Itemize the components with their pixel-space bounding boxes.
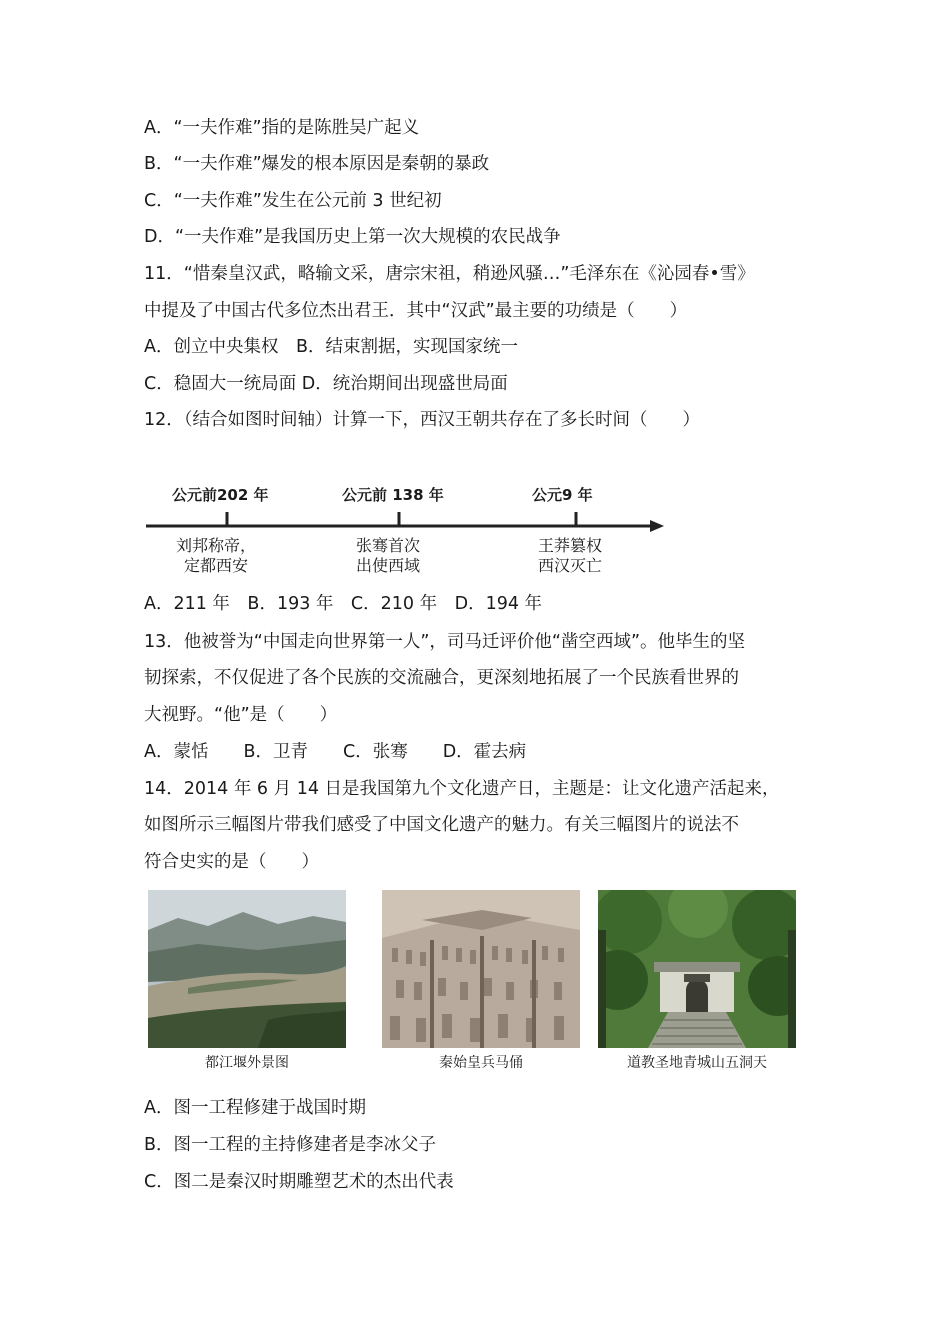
q10-option-d: D．“一夫作难”是我国历史上第一次大规模的农民战争 [144,227,561,247]
timeline-date-1: 公元前202 年 [172,486,269,504]
timeline-event-3 [538,536,602,576]
terracotta-army-photo-icon [382,890,580,1048]
mountain-gate-photo-icon [598,890,796,1048]
q13-stem-line2: 韧探索，不仅促进了各个民族的交流融合，更深刻地拓展了一个民族看世界的 [144,668,739,688]
q10-option-b: B．“一夫作难”爆发的根本原因是秦朝的暴政 [144,154,490,174]
q10-option-c: C．“一夫作难”发生在公元前 3 世纪初 [144,191,442,211]
timeline-event-3-line1: 王莽篡权 [538,536,603,555]
timeline-date-3: 公元9 年 [532,486,593,504]
timeline-event-3-line2: 西汉灭亡 [538,556,603,575]
river-landscape-photo-icon [148,890,346,1048]
picture-dujiangyan [144,886,350,1076]
q11-options-cd: C．稳固大一统局面 D．统治期间出现盛世局面 [144,374,508,394]
timeline-event-2-line2: 出使西域 [356,556,421,575]
q12-stem: 12．（结合如图时间轴）计算一下，西汉王朝共存在了多长时间（ ） [144,410,701,430]
q14-option-c: C．图二是秦汉时期雕塑艺术的杰出代表 [144,1172,454,1192]
timeline-event-2 [356,536,420,576]
picture-caption-3: 道教圣地青城山五洞天 [627,1055,767,1071]
q14-stem-line2: 如图所示三幅图片带我们感受了中国文化遗产的魅力。有关三幅图片的说法不 [144,815,739,835]
q14-option-b: B．图一工程的主持修建者是李冰父子 [144,1135,437,1155]
q14-stem-line3: 符合史实的是（ ） [144,852,319,872]
timeline-event-1-line2: 定都西安 [184,556,249,575]
q11-options-ab: A．创立中央集权 B．结束割据，实现国家统一 [144,337,518,357]
q14-stem-line1: 14．2014 年 6 月 14 日是我国第九个文化遗产日，主题是：让文化遗产活起来， [144,779,780,799]
q13-stem-line3: 大视野。“他”是（ ） [144,705,338,725]
q13-stem-line1: 13．他被誉为“中国走向世界第一人”，司马迁评价他“凿空西域”。他毕生的坚 [144,632,746,652]
q11-stem-line2: 中提及了中国古代多位杰出君王．其中“汉武”最主要的功绩是（ ） [144,301,688,321]
q14-option-a: A．图一工程修建于战国时期 [144,1098,366,1118]
q11-stem-line1: 11．“惜秦皇汉武，略输文采，唐宗宋祖，稍逊风骚…”毛泽东在《沁园春•雪》 [144,264,755,284]
q12-options: A．211 年 B．193 年 C．210 年 D．194 年 [144,594,543,614]
picture-caption-2: 秦始皇兵马俑 [439,1055,523,1071]
q13-options: A．蒙恬 B．卫青 C．张骞 D．霍去病 [144,742,527,762]
timeline-event-2-line1: 张骞首次 [356,536,421,555]
western-han-timeline [140,478,680,588]
timeline-event-1 [176,536,256,576]
timeline-date-2: 公元前 138 年 [342,486,444,504]
picture-qingchengshan [594,886,800,1076]
picture-caption-1: 都江堰外景图 [205,1055,289,1071]
picture-terracotta [378,886,584,1076]
q10-option-a: A．“一夫作难”指的是陈胜吴广起义 [144,118,420,138]
timeline-arrow-icon [650,520,664,532]
timeline-event-1-line1: 刘邦称帝， [176,536,257,555]
